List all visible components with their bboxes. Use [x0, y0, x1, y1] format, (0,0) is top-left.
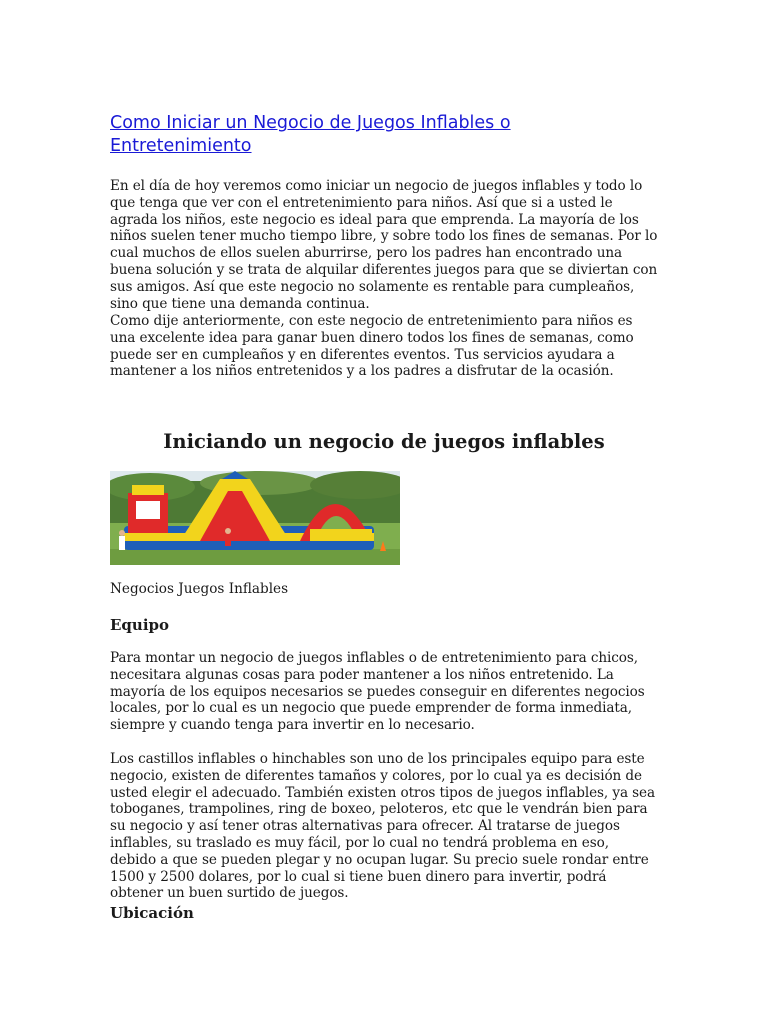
bouncy-castle-photo: [110, 471, 400, 565]
equipo-paragraph-1: Para montar un negocio de juegos inflables o de entretenimiento para chicos, necesitara algunas cosas para poder mantener a los niños entretenido. La mayoría de los equipos necesarios se puedes conseguir en diferentes negocios locales, por lo cual es un negocio que puede emprender de forma inmediata, siempre y cuando tenga para invertir en lo necesario.: [110, 650, 645, 734]
section-heading: Iniciando un negocio de juegos inflables: [163, 430, 605, 453]
article-title-link[interactable]: Como Iniciar un Negocio de Juegos Inflables o Entretenimiento: [110, 113, 511, 156]
intro-paragraph-1: En el día de hoy veremos como iniciar un negocio de juegos inflables y todo lo que tenga que ver con el entretenimiento para niños. Así que si a usted le agrada los niños, este negocio es ideal para que emprenda. La mayoría de los niños suelen tener mucho tiempo libre, y sobre todo los fines de semanas. Por lo cual muchos de ellos suelen aburrirse, pero los padres han encontrado una buena solución y se trata de alquilar diferentes juegos para que se diviertan con sus amigos. Así que este negocio no solamente es rentable para cumpleaños, sino que tiene una demanda continua.: [110, 178, 658, 312]
ubicacion-heading: Ubicación: [110, 904, 194, 922]
image-caption: Negocios Juegos Inflables: [110, 581, 289, 597]
intro-paragraph-2: Como dije anteriormente, con este negocio de entretenimiento para niños es una excelente idea para ganar buen dinero todos los fines de semanas, como puede ser en cumpleaños y en diferentes eventos. Tus servicios ayudara a mantener a los niños entretenidos y a los padres a disfrutar de la ocasión.: [110, 313, 634, 380]
equipo-heading: Equipo: [110, 616, 170, 634]
equipo-paragraph-2: Los castillos inflables o hinchables son uno de los principales equipo para este negocio, existen de diferentes tamaños y colores, por lo cual ya es decisión de usted elegir el adecuado. También existen otros tipos de juegos inflables, ya sea toboganes, trampolines, ring de boxeo, peloteros, etc que le vendrán bien para su negocio y así tener otras alternativas para ofrecer. Al tratarse de juegos inflables, su traslado es muy fácil, por lo cual no tendrá problema en eso, debido a que se pueden plegar y no ocupan lugar. Su precio suele rondar entre 1500 y 2500 dolares, por lo cual si tiene buen dinero para invertir, podrá obtener un buen surtido de juegos.: [110, 751, 656, 902]
